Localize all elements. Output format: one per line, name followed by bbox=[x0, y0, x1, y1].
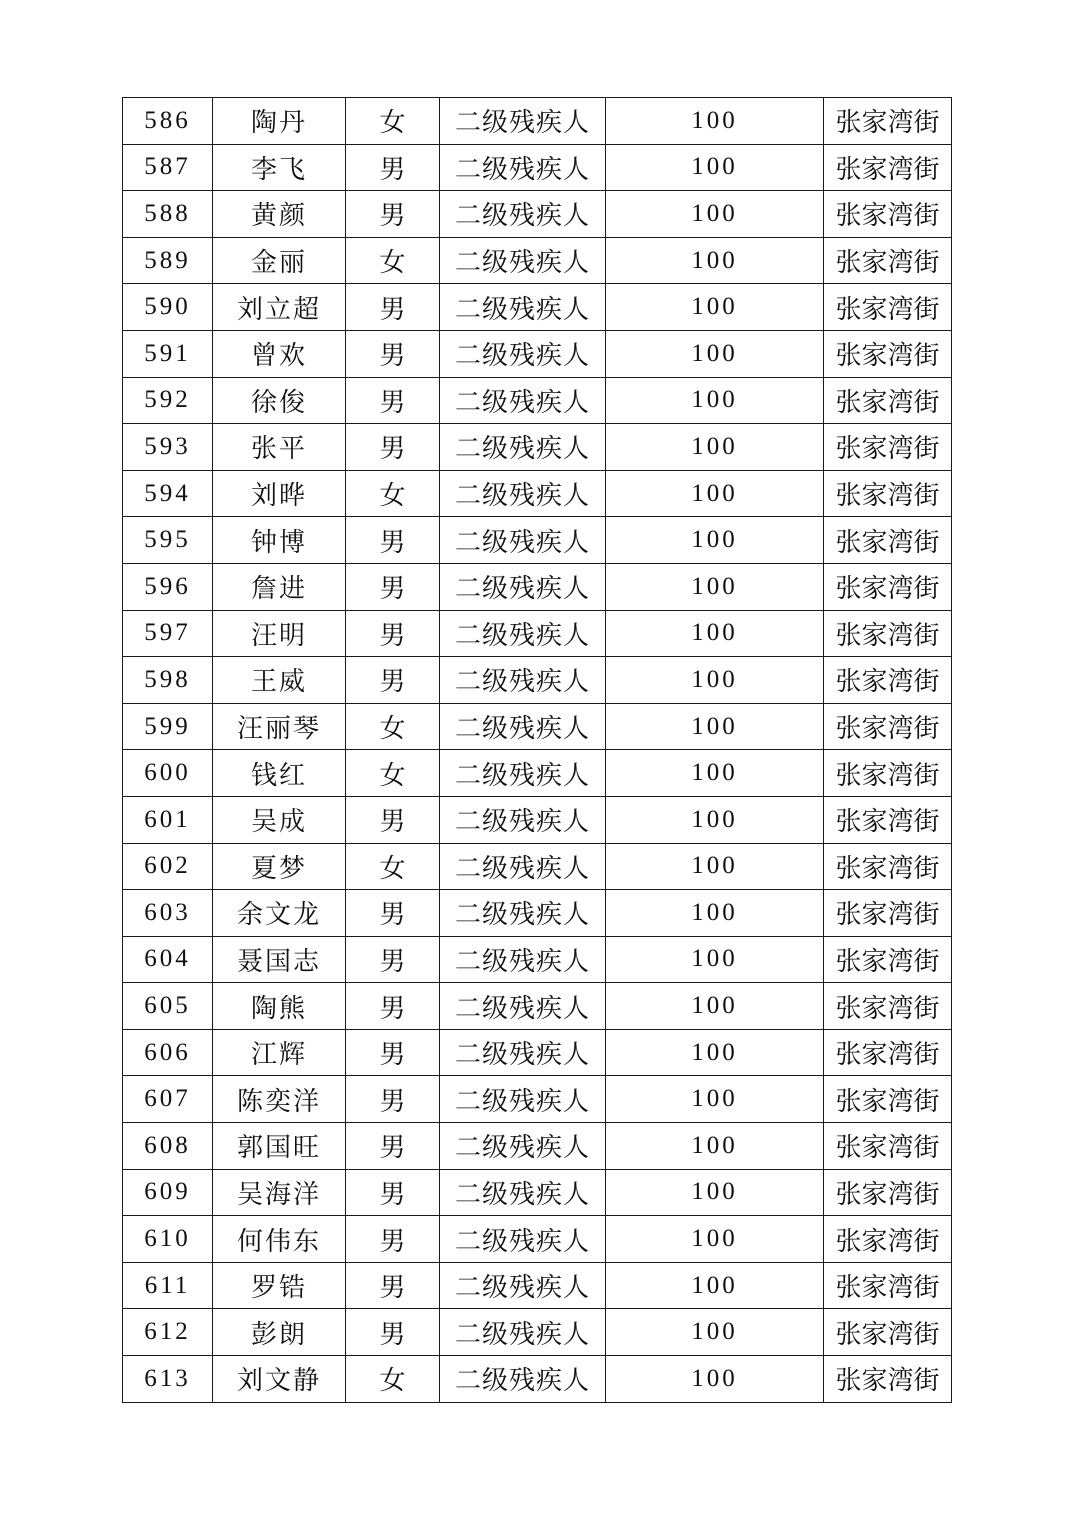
disability-level-cell: 二级残疾人 bbox=[440, 1076, 606, 1123]
table-row bbox=[123, 424, 952, 471]
disability-level-cell: 二级残疾人 bbox=[440, 424, 606, 471]
amount-cell: 100 bbox=[606, 1309, 824, 1356]
street-cell: 张家湾街 bbox=[824, 936, 952, 983]
street-cell: 张家湾街 bbox=[824, 1169, 952, 1216]
name-cell: 彭朗 bbox=[213, 1309, 346, 1356]
table-row bbox=[123, 284, 952, 331]
table-row bbox=[123, 983, 952, 1030]
row-number-cell: 591 bbox=[123, 330, 213, 377]
row-number-cell: 592 bbox=[123, 377, 213, 424]
street-cell: 张家湾街 bbox=[824, 98, 952, 145]
row-number-cell: 602 bbox=[123, 843, 213, 890]
row-number-cell: 610 bbox=[123, 1216, 213, 1263]
table-row bbox=[123, 1216, 952, 1263]
name-cell: 陶丹 bbox=[213, 98, 346, 145]
street-cell: 张家湾街 bbox=[824, 657, 952, 704]
amount-cell: 100 bbox=[606, 470, 824, 517]
table-row bbox=[123, 750, 952, 797]
amount-cell: 100 bbox=[606, 237, 824, 284]
table-row bbox=[123, 703, 952, 750]
amount-cell: 100 bbox=[606, 843, 824, 890]
name-cell: 余文龙 bbox=[213, 890, 346, 937]
name-cell: 聂国志 bbox=[213, 936, 346, 983]
street-cell: 张家湾街 bbox=[824, 1309, 952, 1356]
disability-level-cell: 二级残疾人 bbox=[440, 1123, 606, 1170]
table-row bbox=[123, 98, 952, 145]
amount-cell: 100 bbox=[606, 98, 824, 145]
street-cell: 张家湾街 bbox=[824, 843, 952, 890]
gender-cell: 男 bbox=[346, 1216, 440, 1263]
name-cell: 何伟东 bbox=[213, 1216, 346, 1263]
amount-cell: 100 bbox=[606, 1076, 824, 1123]
amount-cell: 100 bbox=[606, 1356, 824, 1403]
row-number-cell: 609 bbox=[123, 1169, 213, 1216]
name-cell: 王威 bbox=[213, 657, 346, 704]
name-cell: 陶熊 bbox=[213, 983, 346, 1030]
disability-level-cell: 二级残疾人 bbox=[440, 144, 606, 191]
gender-cell: 男 bbox=[346, 1169, 440, 1216]
row-number-cell: 596 bbox=[123, 563, 213, 610]
name-cell: 夏梦 bbox=[213, 843, 346, 890]
subsidy-roster-table bbox=[122, 97, 952, 1403]
row-number-cell: 601 bbox=[123, 796, 213, 843]
street-cell: 张家湾街 bbox=[824, 284, 952, 331]
gender-cell: 男 bbox=[346, 657, 440, 704]
table-row bbox=[123, 796, 952, 843]
row-number-cell: 587 bbox=[123, 144, 213, 191]
name-cell: 吴成 bbox=[213, 796, 346, 843]
row-number-cell: 611 bbox=[123, 1262, 213, 1309]
street-cell: 张家湾街 bbox=[824, 470, 952, 517]
street-cell: 张家湾街 bbox=[824, 610, 952, 657]
row-number-cell: 597 bbox=[123, 610, 213, 657]
amount-cell: 100 bbox=[606, 703, 824, 750]
amount-cell: 100 bbox=[606, 284, 824, 331]
gender-cell: 男 bbox=[346, 144, 440, 191]
street-cell: 张家湾街 bbox=[824, 1216, 952, 1263]
disability-level-cell: 二级残疾人 bbox=[440, 1262, 606, 1309]
table-row bbox=[123, 1123, 952, 1170]
name-cell: 钱红 bbox=[213, 750, 346, 797]
gender-cell: 女 bbox=[346, 843, 440, 890]
table-row bbox=[123, 1262, 952, 1309]
table-row bbox=[123, 1169, 952, 1216]
disability-level-cell: 二级残疾人 bbox=[440, 284, 606, 331]
row-number-cell: 603 bbox=[123, 890, 213, 937]
street-cell: 张家湾街 bbox=[824, 890, 952, 937]
row-number-cell: 612 bbox=[123, 1309, 213, 1356]
street-cell: 张家湾街 bbox=[824, 237, 952, 284]
row-number-cell: 586 bbox=[123, 98, 213, 145]
name-cell: 陈奕洋 bbox=[213, 1076, 346, 1123]
table-row bbox=[123, 657, 952, 704]
name-cell: 汪明 bbox=[213, 610, 346, 657]
name-cell: 李飞 bbox=[213, 144, 346, 191]
name-cell: 曾欢 bbox=[213, 330, 346, 377]
table-row bbox=[123, 1309, 952, 1356]
gender-cell: 女 bbox=[346, 750, 440, 797]
street-cell: 张家湾街 bbox=[824, 703, 952, 750]
gender-cell: 男 bbox=[346, 563, 440, 610]
street-cell: 张家湾街 bbox=[824, 517, 952, 564]
gender-cell: 男 bbox=[346, 796, 440, 843]
row-number-cell: 595 bbox=[123, 517, 213, 564]
name-cell: 汪丽琴 bbox=[213, 703, 346, 750]
amount-cell: 100 bbox=[606, 191, 824, 238]
gender-cell: 女 bbox=[346, 703, 440, 750]
gender-cell: 男 bbox=[346, 1309, 440, 1356]
table-row bbox=[123, 517, 952, 564]
amount-cell: 100 bbox=[606, 750, 824, 797]
gender-cell: 男 bbox=[346, 191, 440, 238]
name-cell: 钟博 bbox=[213, 517, 346, 564]
disability-level-cell: 二级残疾人 bbox=[440, 1309, 606, 1356]
street-cell: 张家湾街 bbox=[824, 144, 952, 191]
disability-level-cell: 二级残疾人 bbox=[440, 563, 606, 610]
gender-cell: 男 bbox=[346, 1076, 440, 1123]
name-cell: 江辉 bbox=[213, 1029, 346, 1076]
amount-cell: 100 bbox=[606, 517, 824, 564]
street-cell: 张家湾街 bbox=[824, 983, 952, 1030]
amount-cell: 100 bbox=[606, 657, 824, 704]
table-row bbox=[123, 1356, 952, 1403]
amount-cell: 100 bbox=[606, 610, 824, 657]
disability-level-cell: 二级残疾人 bbox=[440, 98, 606, 145]
row-number-cell: 588 bbox=[123, 191, 213, 238]
gender-cell: 男 bbox=[346, 936, 440, 983]
table-row bbox=[123, 191, 952, 238]
amount-cell: 100 bbox=[606, 936, 824, 983]
row-number-cell: 613 bbox=[123, 1356, 213, 1403]
amount-cell: 100 bbox=[606, 1216, 824, 1263]
disability-level-cell: 二级残疾人 bbox=[440, 377, 606, 424]
disability-level-cell: 二级残疾人 bbox=[440, 610, 606, 657]
gender-cell: 男 bbox=[346, 517, 440, 564]
roster-body bbox=[123, 98, 952, 1403]
gender-cell: 男 bbox=[346, 424, 440, 471]
gender-cell: 男 bbox=[346, 377, 440, 424]
street-cell: 张家湾街 bbox=[824, 330, 952, 377]
row-number-cell: 605 bbox=[123, 983, 213, 1030]
disability-level-cell: 二级残疾人 bbox=[440, 750, 606, 797]
row-number-cell: 604 bbox=[123, 936, 213, 983]
street-cell: 张家湾街 bbox=[824, 1262, 952, 1309]
name-cell: 黄颜 bbox=[213, 191, 346, 238]
name-cell: 刘立超 bbox=[213, 284, 346, 331]
disability-level-cell: 二级残疾人 bbox=[440, 843, 606, 890]
disability-level-cell: 二级残疾人 bbox=[440, 1216, 606, 1263]
disability-level-cell: 二级残疾人 bbox=[440, 517, 606, 564]
amount-cell: 100 bbox=[606, 330, 824, 377]
street-cell: 张家湾街 bbox=[824, 424, 952, 471]
amount-cell: 100 bbox=[606, 983, 824, 1030]
disability-level-cell: 二级残疾人 bbox=[440, 657, 606, 704]
amount-cell: 100 bbox=[606, 1169, 824, 1216]
amount-cell: 100 bbox=[606, 1029, 824, 1076]
name-cell: 徐俊 bbox=[213, 377, 346, 424]
name-cell: 金丽 bbox=[213, 237, 346, 284]
row-number-cell: 589 bbox=[123, 237, 213, 284]
disability-level-cell: 二级残疾人 bbox=[440, 1029, 606, 1076]
row-number-cell: 606 bbox=[123, 1029, 213, 1076]
gender-cell: 女 bbox=[346, 470, 440, 517]
street-cell: 张家湾街 bbox=[824, 377, 952, 424]
amount-cell: 100 bbox=[606, 796, 824, 843]
table-row bbox=[123, 144, 952, 191]
gender-cell: 男 bbox=[346, 983, 440, 1030]
name-cell: 张平 bbox=[213, 424, 346, 471]
table-row bbox=[123, 936, 952, 983]
street-cell: 张家湾街 bbox=[824, 1356, 952, 1403]
table-row bbox=[123, 563, 952, 610]
disability-level-cell: 二级残疾人 bbox=[440, 703, 606, 750]
street-cell: 张家湾街 bbox=[824, 796, 952, 843]
amount-cell: 100 bbox=[606, 1123, 824, 1170]
gender-cell: 女 bbox=[346, 237, 440, 284]
table-row bbox=[123, 1029, 952, 1076]
table-row bbox=[123, 890, 952, 937]
disability-level-cell: 二级残疾人 bbox=[440, 936, 606, 983]
row-number-cell: 599 bbox=[123, 703, 213, 750]
row-number-cell: 598 bbox=[123, 657, 213, 704]
name-cell: 吴海洋 bbox=[213, 1169, 346, 1216]
street-cell: 张家湾街 bbox=[824, 1029, 952, 1076]
gender-cell: 男 bbox=[346, 284, 440, 331]
disability-level-cell: 二级残疾人 bbox=[440, 1169, 606, 1216]
gender-cell: 男 bbox=[346, 330, 440, 377]
table-row bbox=[123, 237, 952, 284]
row-number-cell: 607 bbox=[123, 1076, 213, 1123]
gender-cell: 男 bbox=[346, 890, 440, 937]
disability-level-cell: 二级残疾人 bbox=[440, 890, 606, 937]
amount-cell: 100 bbox=[606, 424, 824, 471]
amount-cell: 100 bbox=[606, 890, 824, 937]
row-number-cell: 593 bbox=[123, 424, 213, 471]
name-cell: 罗锆 bbox=[213, 1262, 346, 1309]
street-cell: 张家湾街 bbox=[824, 750, 952, 797]
street-cell: 张家湾街 bbox=[824, 1076, 952, 1123]
disability-level-cell: 二级残疾人 bbox=[440, 191, 606, 238]
gender-cell: 男 bbox=[346, 610, 440, 657]
amount-cell: 100 bbox=[606, 1262, 824, 1309]
street-cell: 张家湾街 bbox=[824, 563, 952, 610]
street-cell: 张家湾街 bbox=[824, 1123, 952, 1170]
disability-level-cell: 二级残疾人 bbox=[440, 1356, 606, 1403]
street-cell: 张家湾街 bbox=[824, 191, 952, 238]
name-cell: 郭国旺 bbox=[213, 1123, 346, 1170]
amount-cell: 100 bbox=[606, 377, 824, 424]
gender-cell: 男 bbox=[346, 1123, 440, 1170]
disability-level-cell: 二级残疾人 bbox=[440, 237, 606, 284]
row-number-cell: 594 bbox=[123, 470, 213, 517]
table-row bbox=[123, 330, 952, 377]
disability-level-cell: 二级残疾人 bbox=[440, 330, 606, 377]
disability-level-cell: 二级残疾人 bbox=[440, 796, 606, 843]
table-row bbox=[123, 470, 952, 517]
gender-cell: 女 bbox=[346, 98, 440, 145]
disability-level-cell: 二级残疾人 bbox=[440, 983, 606, 1030]
name-cell: 刘晔 bbox=[213, 470, 346, 517]
name-cell: 詹进 bbox=[213, 563, 346, 610]
gender-cell: 男 bbox=[346, 1029, 440, 1076]
name-cell: 刘文静 bbox=[213, 1356, 346, 1403]
amount-cell: 100 bbox=[606, 144, 824, 191]
amount-cell: 100 bbox=[606, 563, 824, 610]
gender-cell: 男 bbox=[346, 1262, 440, 1309]
table-row bbox=[123, 377, 952, 424]
row-number-cell: 600 bbox=[123, 750, 213, 797]
disability-level-cell: 二级残疾人 bbox=[440, 470, 606, 517]
table-row bbox=[123, 843, 952, 890]
gender-cell: 女 bbox=[346, 1356, 440, 1403]
table-row bbox=[123, 1076, 952, 1123]
table-row bbox=[123, 610, 952, 657]
row-number-cell: 608 bbox=[123, 1123, 213, 1170]
row-number-cell: 590 bbox=[123, 284, 213, 331]
